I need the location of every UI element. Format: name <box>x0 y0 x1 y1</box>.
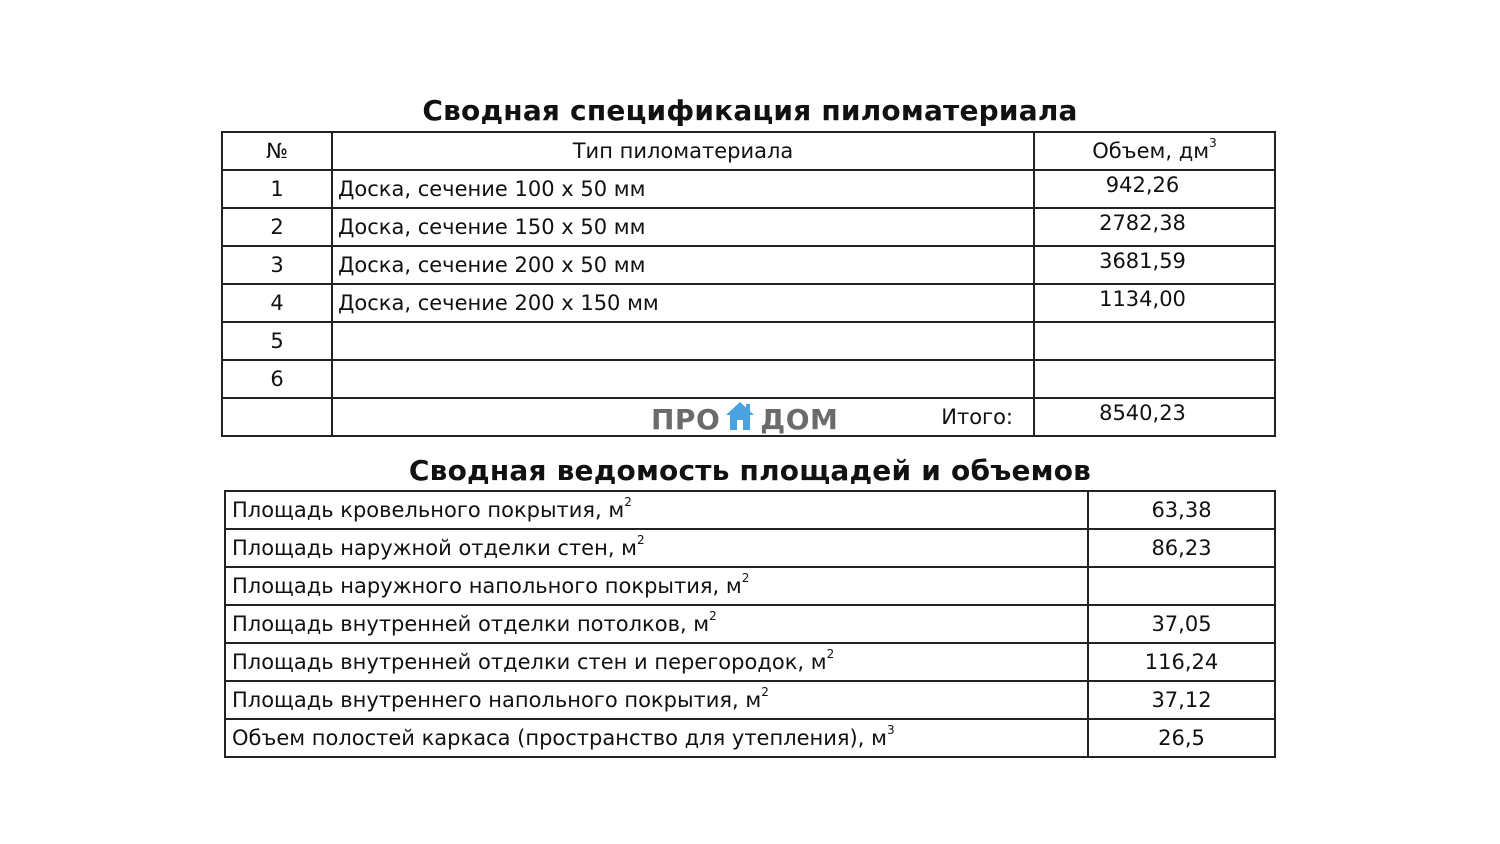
header-type: Тип пиломатериала <box>332 132 1034 170</box>
unit-sup: 3 <box>886 723 895 737</box>
area-label <box>225 719 1088 757</box>
prodom-logo <box>651 401 838 436</box>
total-row <box>222 398 1275 436</box>
table-row <box>222 170 1275 208</box>
header-volume-label: Объем, дм <box>1092 139 1210 163</box>
table-row <box>222 284 1275 322</box>
row-volume-value: 1134,00 <box>1099 287 1186 311</box>
area-label-text: Площадь наружной отделки стен, м <box>232 536 638 560</box>
area-label-text: Площадь внутренней отделки потолков, м <box>232 612 710 636</box>
table-row <box>225 605 1275 643</box>
row-num: 2 <box>222 208 332 246</box>
unit-sup: 2 <box>826 647 835 661</box>
row-volume <box>1034 208 1275 246</box>
row-volume-value: 3681,59 <box>1099 249 1186 273</box>
row-num: 4 <box>222 284 332 322</box>
total-empty-cell <box>222 398 332 436</box>
table-row <box>225 719 1275 757</box>
row-num: 3 <box>222 246 332 284</box>
row-type: Доска, сечение 200 х 50 мм <box>332 246 1034 284</box>
row-type: Доска, сечение 200 х 150 мм <box>332 284 1034 322</box>
area-value: 86,23 <box>1088 529 1275 567</box>
row-type <box>332 322 1034 360</box>
table-row <box>222 322 1275 360</box>
unit-sup: 2 <box>741 571 750 585</box>
header-volume <box>1034 132 1275 170</box>
row-volume <box>1034 170 1275 208</box>
table-row <box>225 681 1275 719</box>
area-label <box>225 529 1088 567</box>
unit-sup: 2 <box>709 609 717 623</box>
area-label <box>225 681 1088 719</box>
table-row <box>222 208 1275 246</box>
row-type <box>332 360 1034 398</box>
total-value: 8540,23 <box>1099 401 1186 425</box>
row-type: Доска, сечение 100 х 50 мм <box>332 170 1034 208</box>
lumber-spec-table <box>221 131 1276 437</box>
row-volume <box>1034 322 1275 360</box>
areas-table <box>224 490 1276 758</box>
area-value: 26,5 <box>1088 719 1275 757</box>
area-label-text: Площадь внутренней отделки стен и перегородок, м <box>232 650 827 674</box>
total-label-cell <box>332 398 1034 436</box>
table-row <box>225 567 1275 605</box>
area-label <box>225 605 1088 643</box>
spec-title: Сводная спецификация пиломатериала <box>422 94 1078 127</box>
areas-title: Сводная ведомость площадей и объемов <box>408 454 1092 487</box>
row-num: 5 <box>222 322 332 360</box>
row-volume <box>1034 360 1275 398</box>
header-num: № <box>222 132 332 170</box>
area-label-text: Площадь наружного напольного покрытия, м <box>232 574 742 598</box>
area-value: 37,05 <box>1088 605 1275 643</box>
area-label <box>225 567 1088 605</box>
area-value <box>1088 567 1275 605</box>
logo-text-left: ПРО <box>651 402 721 436</box>
table-header-row <box>222 132 1275 170</box>
unit-sup: 2 <box>624 495 632 509</box>
header-volume-sup: 3 <box>1209 136 1217 150</box>
table-row <box>225 491 1275 529</box>
area-label-text: Площадь кровельного покрытия, м <box>232 498 625 522</box>
table-row <box>225 529 1275 567</box>
logo-text-right: ДОМ <box>760 402 839 436</box>
unit-sup: 2 <box>637 533 645 547</box>
row-type: Доска, сечение 150 х 50 мм <box>332 208 1034 246</box>
row-volume-value: 2782,38 <box>1099 211 1186 235</box>
row-volume-value: 942,26 <box>1105 173 1180 197</box>
row-volume <box>1034 284 1275 322</box>
area-label-text: Объем полостей каркаса (пространство для утепления), м <box>232 726 887 750</box>
table-row <box>222 246 1275 284</box>
area-value: 116,24 <box>1088 643 1275 681</box>
area-label-text: Площадь внутреннего напольного покрытия, м <box>232 688 762 712</box>
area-label <box>225 643 1088 681</box>
row-num: 6 <box>222 360 332 398</box>
row-volume <box>1034 246 1275 284</box>
row-num: 1 <box>222 170 332 208</box>
unit-sup: 2 <box>761 685 769 699</box>
total-value-cell <box>1034 398 1275 436</box>
area-value: 37,12 <box>1088 681 1275 719</box>
house-icon <box>724 400 756 434</box>
table-row <box>222 360 1275 398</box>
table-row <box>225 643 1275 681</box>
area-value: 63,38 <box>1088 491 1275 529</box>
total-label: Итого: <box>941 405 1013 429</box>
area-label <box>225 491 1088 529</box>
